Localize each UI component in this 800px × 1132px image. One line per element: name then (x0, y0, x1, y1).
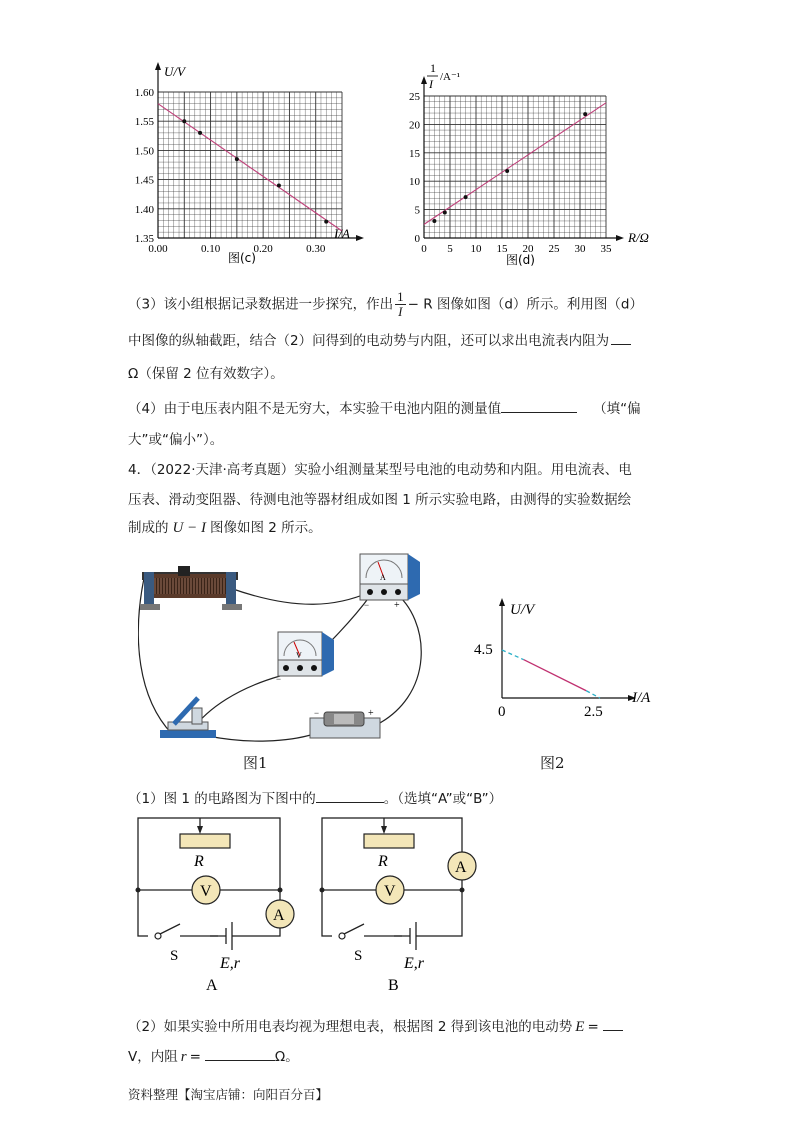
q3-fraction: $\frac{1}{I}$ (397, 289, 404, 319)
fig2-line-measured (524, 660, 587, 691)
graph-d-ylabel-num: 1 (430, 61, 436, 75)
fig2-line-extrapolated-left (502, 650, 524, 660)
svg-text:V: V (200, 883, 212, 900)
fig2-line-extrapolated-right (586, 691, 600, 698)
svg-text:A: A (455, 859, 467, 876)
gc-ytick: 1.60 (134, 87, 154, 99)
gd-ytick: 0 (414, 233, 420, 245)
graph-c-xlabel: I/A (334, 226, 350, 241)
q3-line2: 中图像的纵轴截距，结合（2）问得到的电动势与内阻，还可以求出电流表内阻为 (128, 330, 631, 351)
graph-c-title: 图(c) (228, 251, 256, 265)
svg-text:−: − (314, 708, 320, 718)
graph-d (396, 60, 656, 272)
q3-line3: Ω（保留 2 位有效数字）。 (128, 366, 284, 382)
gc-data-point (198, 131, 202, 135)
gc-xtick: 0.30 (306, 243, 326, 255)
gd-data-point (464, 195, 468, 199)
gd-xtick: 25 (548, 243, 560, 255)
u-i-math: U − I (172, 520, 206, 536)
svg-text:A: A (380, 573, 386, 582)
svg-text:S: S (170, 948, 179, 964)
gc-data-point (277, 183, 281, 187)
circuit-diagrams (128, 810, 498, 996)
graph-c (128, 62, 378, 272)
q3-text-a: （3）该小组根据记录数据进一步探究，作出 (128, 296, 394, 313)
q3-text-b: − R 图像如图（d）所示。利用图（d） (407, 296, 644, 313)
fig2-ylabel: U/V (510, 602, 535, 618)
gd-xtick: 10 (470, 243, 482, 255)
svg-text:V: V (296, 651, 302, 660)
gc-xtick: 0.00 (148, 243, 168, 255)
graph-c-fit-line (158, 104, 342, 231)
graph-d-ylabel-den: I (429, 77, 433, 91)
footer: 资料整理【淘宝店铺：向阳百分百】 (128, 1087, 329, 1102)
p4-line1: 4．（2022·天津·高考真题）实验小组测量某型号电池的电动势和内阻。用电流表、电 (128, 462, 632, 478)
graph-d-title: 图(d) (506, 253, 535, 267)
svg-text:S: S (354, 948, 363, 964)
graph-d-grid (424, 96, 606, 238)
gd-ytick: 25 (409, 91, 420, 103)
q4-blank[interactable] (501, 398, 577, 413)
s2-line1: （2）如果实验中所用电表均视为理想电表，根据图 2 得到该电池的电动势 E = (128, 1016, 623, 1037)
q3-blank[interactable] (611, 330, 631, 345)
gc-ytick: 1.40 (134, 203, 154, 216)
gd-xtick: 15 (496, 243, 508, 255)
graph-d-fit-line (424, 103, 606, 225)
fig1-caption: 图1 (243, 754, 268, 772)
q3-line1 (128, 290, 643, 319)
gd-ytick: 10 (409, 176, 420, 189)
gd-xtick: 35 (600, 243, 612, 255)
svg-text:E,r: E,r (220, 955, 240, 972)
q4-line2: 大”或“偏小”）。 (128, 432, 224, 448)
s1-blank[interactable] (316, 788, 384, 803)
circuit-a-resistor (180, 834, 230, 848)
p4-line3: 制成的 U − I 图像如图 2 所示。 (128, 520, 322, 536)
fig2-origin: 0 (498, 704, 506, 720)
gc-ytick: 1.35 (134, 233, 154, 245)
voltmeter-device (276, 632, 334, 684)
gd-xtick: 20 (522, 243, 534, 255)
ammeter-device (360, 554, 420, 611)
q4-line1: （4）由于电压表内阻不是无穷大，本实验干电池内阻的测量值 （填“偏 (128, 398, 641, 419)
fig2-ytick: 4.5 (474, 642, 493, 658)
s1-line: （1）图 1 的电路图为下图中的 。（选填“A”或“B”） (128, 788, 502, 809)
gc-ytick: 1.50 (134, 145, 154, 158)
s2-emf-blank[interactable] (603, 1016, 623, 1031)
circuit-b-resistor (364, 834, 414, 848)
svg-text:−: − (364, 600, 370, 610)
gd-data-point (583, 112, 587, 116)
gd-ytick: 15 (409, 147, 420, 160)
graph-c-grid (158, 92, 342, 238)
fig2-xtick: 2.5 (584, 704, 603, 720)
battery-device (310, 708, 380, 738)
graph-d-ylabel-unit: /A⁻¹ (440, 71, 461, 83)
figure-2-ui-graph (468, 594, 668, 724)
graph-d-xlabel: R/Ω (628, 230, 649, 245)
switch-device (160, 698, 216, 738)
gc-data-point (182, 119, 186, 123)
rheostat (140, 566, 242, 610)
svg-text:R: R (194, 853, 204, 870)
gc-xtick: 0.10 (200, 243, 221, 255)
gd-ytick: 5 (414, 204, 420, 217)
gd-data-point (443, 210, 447, 214)
gc-xtick: 0.20 (253, 243, 273, 255)
fig2-xlabel: I/A (632, 690, 651, 706)
svg-text:−: − (276, 674, 282, 684)
gc-data-point (235, 157, 239, 161)
svg-text:+: + (368, 708, 374, 719)
gd-xtick: 0 (421, 243, 427, 255)
svg-text:E,r: E,r (404, 955, 424, 972)
gd-data-point (432, 219, 436, 223)
figure-1-apparatus (138, 548, 438, 748)
gd-data-point (505, 169, 509, 173)
gc-ytick: 1.45 (134, 174, 154, 187)
p4-line2: 压表、滑动变阻器、待测电池等器材组成如图 1 所示实验电路，由测得的实验数据绘 (128, 492, 632, 508)
fig2-caption: 图2 (540, 754, 565, 772)
gc-ytick: 1.55 (134, 116, 154, 129)
gd-ytick: 20 (409, 119, 420, 132)
circuit-b-label: B (388, 977, 399, 994)
svg-text:V: V (384, 883, 396, 900)
graph-c-ylabel: U/V (164, 64, 185, 79)
gc-data-point (324, 220, 328, 224)
svg-text:R: R (378, 853, 388, 870)
s2-line2: V，内阻 r = Ω。 (128, 1046, 299, 1067)
gd-xtick: 30 (574, 243, 586, 255)
svg-text:+: + (394, 600, 400, 611)
svg-text:A: A (273, 907, 285, 924)
circuit-a-label: A (206, 977, 218, 994)
gd-xtick: 5 (447, 243, 453, 255)
s2-r-blank[interactable] (205, 1046, 275, 1061)
